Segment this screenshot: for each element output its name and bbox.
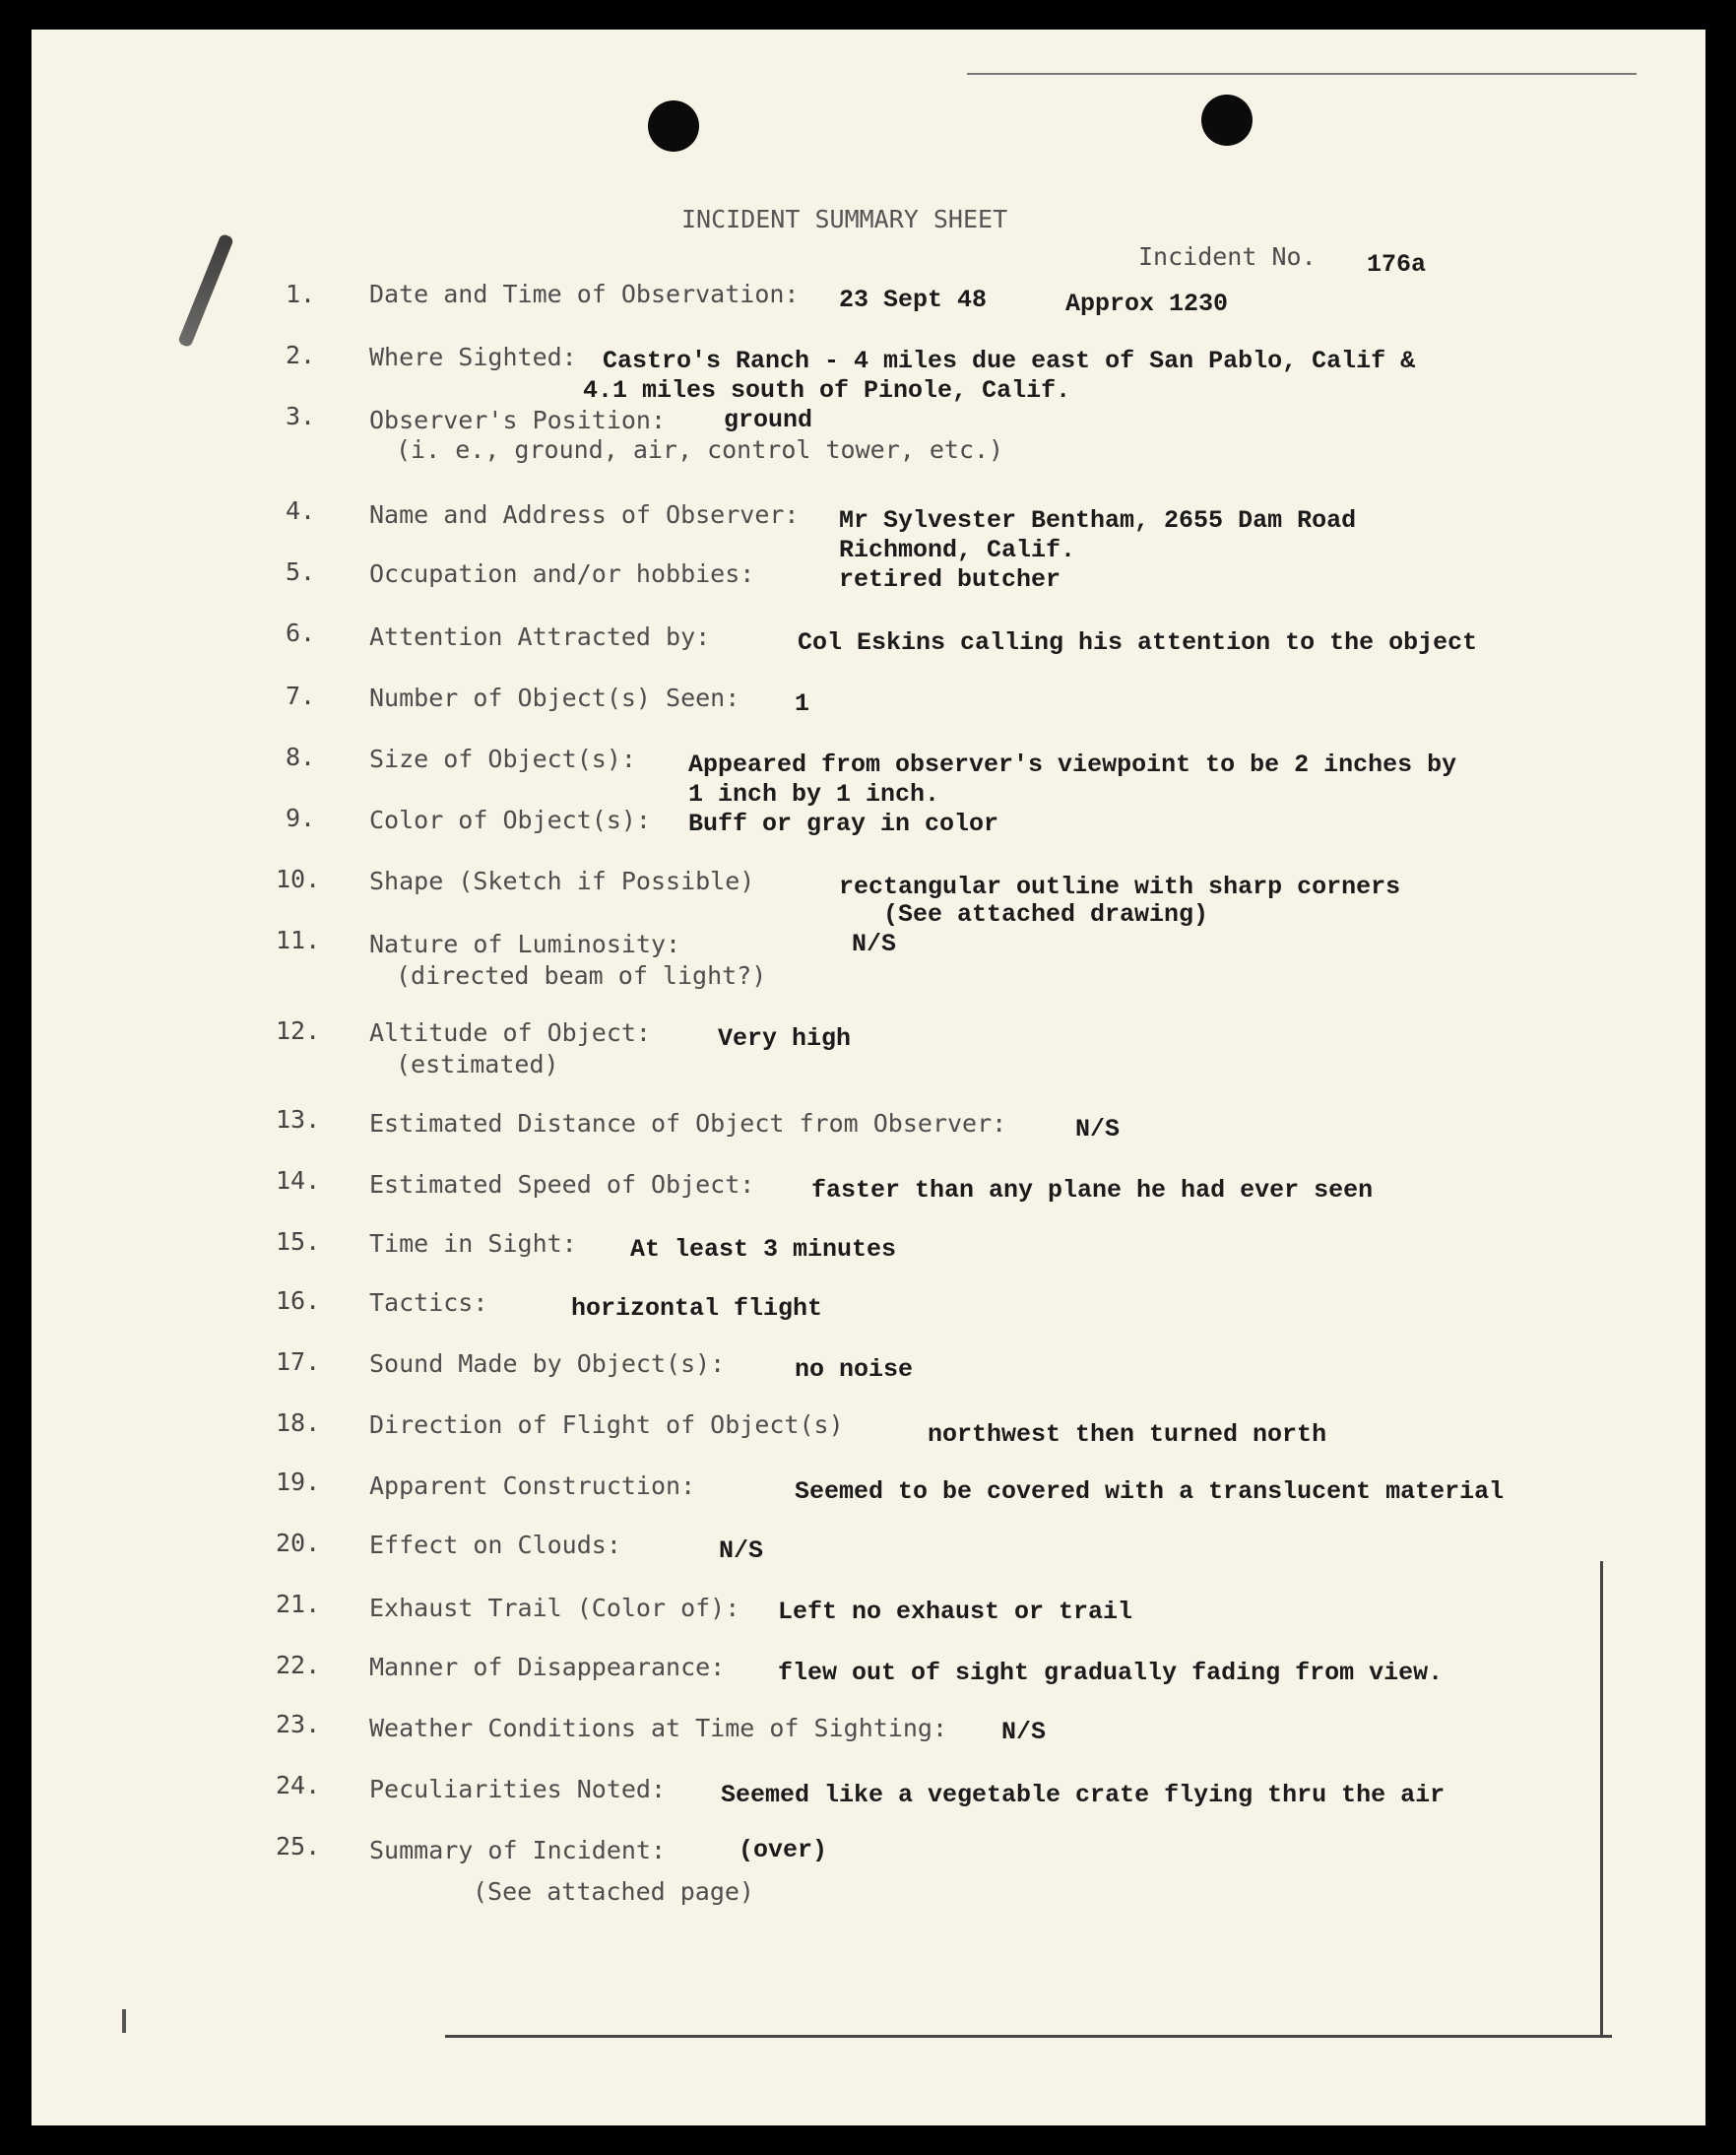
document-page (32, 30, 1705, 2125)
item-number: 24. (276, 1771, 321, 1799)
item-number: 17. (276, 1347, 321, 1376)
item-number: 8. (286, 743, 316, 771)
item-value: flew out of sight gradually fading from view. (778, 1659, 1444, 1687)
document-title: INCIDENT SUMMARY SHEET (681, 205, 1008, 233)
item-number: 3. (286, 402, 316, 430)
item-value: faster than any plane he had ever seen (811, 1176, 1374, 1205)
item-label: Sound Made by Object(s): (369, 1349, 726, 1378)
item-value: northwest then turned north (928, 1420, 1327, 1449)
item-number: 7. (286, 682, 316, 710)
item-number: 23. (276, 1710, 321, 1738)
item-label: Where Sighted: (369, 343, 577, 371)
item-value: Castro's Ranch - 4 miles due east of San Pablo, Calif & (603, 347, 1416, 375)
item-value: horizontal flight (571, 1294, 823, 1323)
item-label: Estimated Speed of Object: (369, 1170, 755, 1199)
item-label: Manner of Disappearance: (369, 1653, 726, 1681)
item-value: Seemed to be covered with a translucent material (795, 1477, 1505, 1506)
item-number: 21. (276, 1590, 321, 1618)
item-number: 1. (286, 280, 316, 308)
item-value: Col Eskins calling his attention to the object (798, 628, 1478, 657)
item-number: 13. (276, 1105, 321, 1134)
item-number: 19. (276, 1468, 321, 1496)
item-label: Apparent Construction: (369, 1471, 696, 1500)
item-number: 25. (276, 1832, 321, 1861)
item-number: 11. (276, 926, 321, 954)
item-label: Size of Object(s): (369, 745, 636, 773)
item-value: Appeared from observer's viewpoint to be 2 inches by (688, 751, 1457, 779)
item-number: 16. (276, 1286, 321, 1315)
item-label: Effect on Clouds: (369, 1531, 621, 1559)
item-value: 23 Sept 48 (839, 286, 988, 314)
item-number: 14. (276, 1166, 321, 1195)
incident-no-label: Incident No. (1138, 242, 1317, 271)
item-number: 4. (286, 496, 316, 525)
item-label: Estimated Distance of Object from Observer: (369, 1109, 1007, 1138)
item-value: Seemed like a vegetable crate flying thru the air (721, 1781, 1446, 1809)
item-label: Number of Object(s) Seen: (369, 684, 740, 712)
item-label: Attention Attracted by: (369, 622, 711, 651)
item-value: no noise (795, 1355, 914, 1384)
punch-hole-right (1201, 95, 1253, 146)
right-rule-line (1600, 1561, 1603, 2038)
item-label: Summary of Incident: (369, 1836, 667, 1864)
item-value: Buff or gray in color (688, 810, 999, 838)
item-sublabel: (estimated) (396, 1050, 559, 1078)
item-value: (over) (739, 1836, 828, 1864)
item-value: N/S (1001, 1718, 1047, 1746)
item-number: 10. (276, 865, 321, 893)
item-value: Approx 1230 (1065, 290, 1229, 318)
item-number: 9. (286, 804, 316, 832)
top-rule-line (967, 73, 1637, 75)
item-value: Mr Sylvester Bentham, 2655 Dam Road (839, 506, 1357, 535)
item-label: Tactics: (369, 1288, 488, 1317)
item-label: Altitude of Object: (369, 1018, 651, 1047)
item-label: Shape (Sketch if Possible) (369, 867, 755, 895)
item-number: 5. (286, 557, 316, 586)
item-number: 20. (276, 1529, 321, 1557)
item-label: Weather Conditions at Time of Sighting: (369, 1714, 947, 1742)
ink-smudge (177, 233, 234, 349)
item-value: rectangular outline with sharp corners (839, 873, 1401, 901)
item-value: 1 inch by 1 inch. (688, 780, 940, 809)
punch-hole-left (648, 100, 699, 152)
margin-mark (122, 2009, 126, 2033)
item-value: 1 (795, 689, 810, 718)
item-number: 22. (276, 1651, 321, 1679)
item-label: Time in Sight: (369, 1229, 577, 1258)
item-number: 12. (276, 1016, 321, 1045)
item-label: Nature of Luminosity: (369, 930, 681, 958)
item-value: At least 3 minutes (630, 1235, 897, 1264)
item-sublabel: (See attached page) (473, 1877, 754, 1906)
incident-no-value: 176a (1367, 250, 1427, 279)
item-number: 6. (286, 619, 316, 647)
item-label: Color of Object(s): (369, 806, 651, 834)
item-label: Direction of Flight of Object(s) (369, 1410, 844, 1439)
item-value: (See attached drawing) (883, 900, 1209, 929)
bottom-rule-line (445, 2035, 1612, 2038)
item-label: Occupation and/or hobbies: (369, 559, 755, 588)
item-label: Peculiarities Noted: (369, 1775, 667, 1803)
item-number: 2. (286, 341, 316, 369)
item-label: Exhaust Trail (Color of): (369, 1594, 740, 1622)
item-sublabel: (directed beam of light?) (396, 961, 767, 990)
item-label: Name and Address of Observer: (369, 500, 800, 529)
item-value: N/S (852, 930, 897, 958)
item-label: Observer's Position: (369, 406, 667, 434)
item-sublabel: (i. e., ground, air, control tower, etc.) (396, 435, 1004, 464)
item-number: 15. (276, 1227, 321, 1256)
item-value: ground (724, 406, 813, 434)
item-value: N/S (719, 1536, 764, 1565)
item-value: Richmond, Calif. (839, 536, 1076, 564)
item-value: Left no exhaust or trail (778, 1598, 1133, 1626)
item-label: Date and Time of Observation: (369, 280, 800, 308)
item-value: 4.1 miles south of Pinole, Calif. (583, 376, 1071, 405)
item-value: N/S (1075, 1115, 1121, 1143)
item-number: 18. (276, 1408, 321, 1437)
item-value: retired butcher (839, 565, 1061, 594)
item-value: Very high (718, 1024, 852, 1053)
